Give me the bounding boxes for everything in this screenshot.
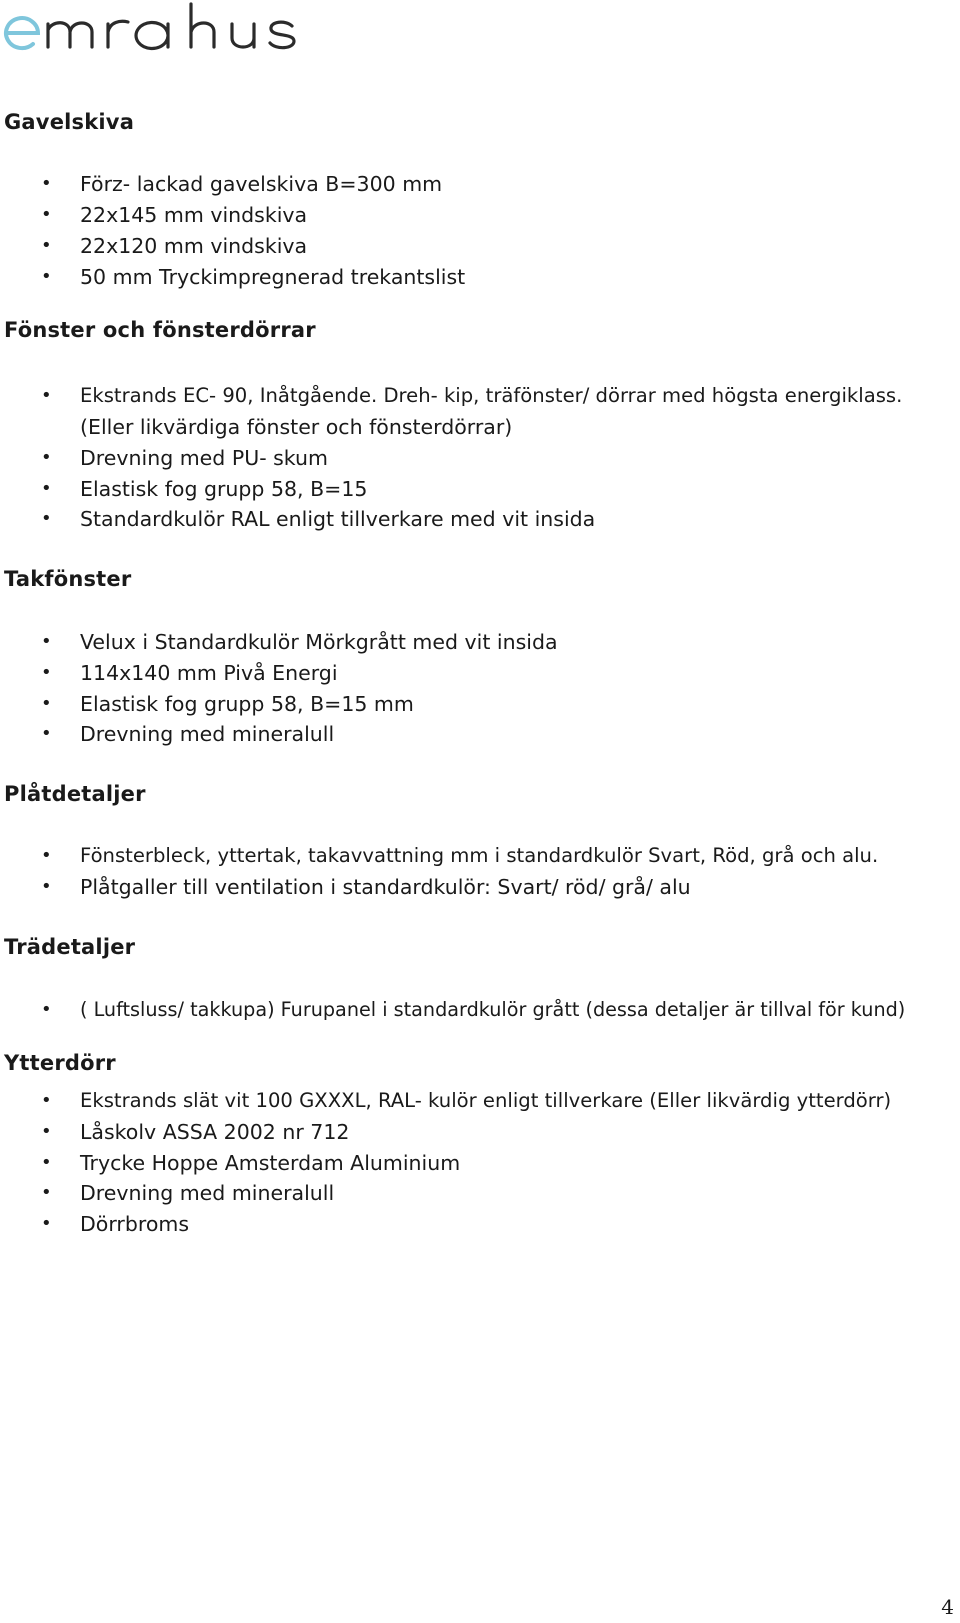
bullet-icon: •	[41, 266, 52, 287]
bullet-icon: •	[41, 1182, 52, 1203]
list-item-continuation: (Eller likvärdiga fönster och fönsterdörrar)	[80, 415, 513, 439]
bullet-icon: •	[41, 173, 52, 194]
bullet-icon: •	[41, 693, 52, 714]
bullet-icon: •	[41, 1213, 52, 1234]
bullet-icon: •	[41, 235, 52, 256]
bullet-icon: •	[41, 631, 52, 652]
bullet-icon: •	[41, 1152, 52, 1173]
bullet-icon: •	[41, 508, 52, 529]
section-heading-ytterdorr: Ytterdörr	[4, 1051, 116, 1075]
section-heading-gavelskiva: Gavelskiva	[4, 110, 135, 134]
bullet-icon: •	[41, 662, 52, 683]
bullet-icon: •	[41, 385, 52, 406]
bullet-icon: •	[41, 447, 52, 468]
bullet-icon: •	[41, 204, 52, 225]
logo-wordmark-glyphs	[48, 4, 294, 49]
section-heading-platdetaljer: Plåtdetaljer	[4, 782, 146, 806]
bullet-icon: •	[41, 478, 52, 499]
logo-e-glyph	[6, 18, 38, 48]
company-logo	[0, 0, 320, 60]
section-heading-tradetaljer: Trädetaljer	[4, 935, 136, 959]
page-number: 4	[941, 1595, 954, 1619]
bullet-icon: •	[41, 999, 52, 1020]
bullet-icon: •	[41, 1121, 52, 1142]
section-heading-fonster: Fönster och fönsterdörrar	[4, 318, 316, 342]
bullet-icon: •	[41, 845, 52, 866]
bullet-icon: •	[41, 1090, 52, 1111]
bullet-icon: •	[41, 876, 52, 897]
section-heading-takfonster: Takfönster	[4, 567, 132, 591]
bullet-icon: •	[41, 723, 52, 744]
